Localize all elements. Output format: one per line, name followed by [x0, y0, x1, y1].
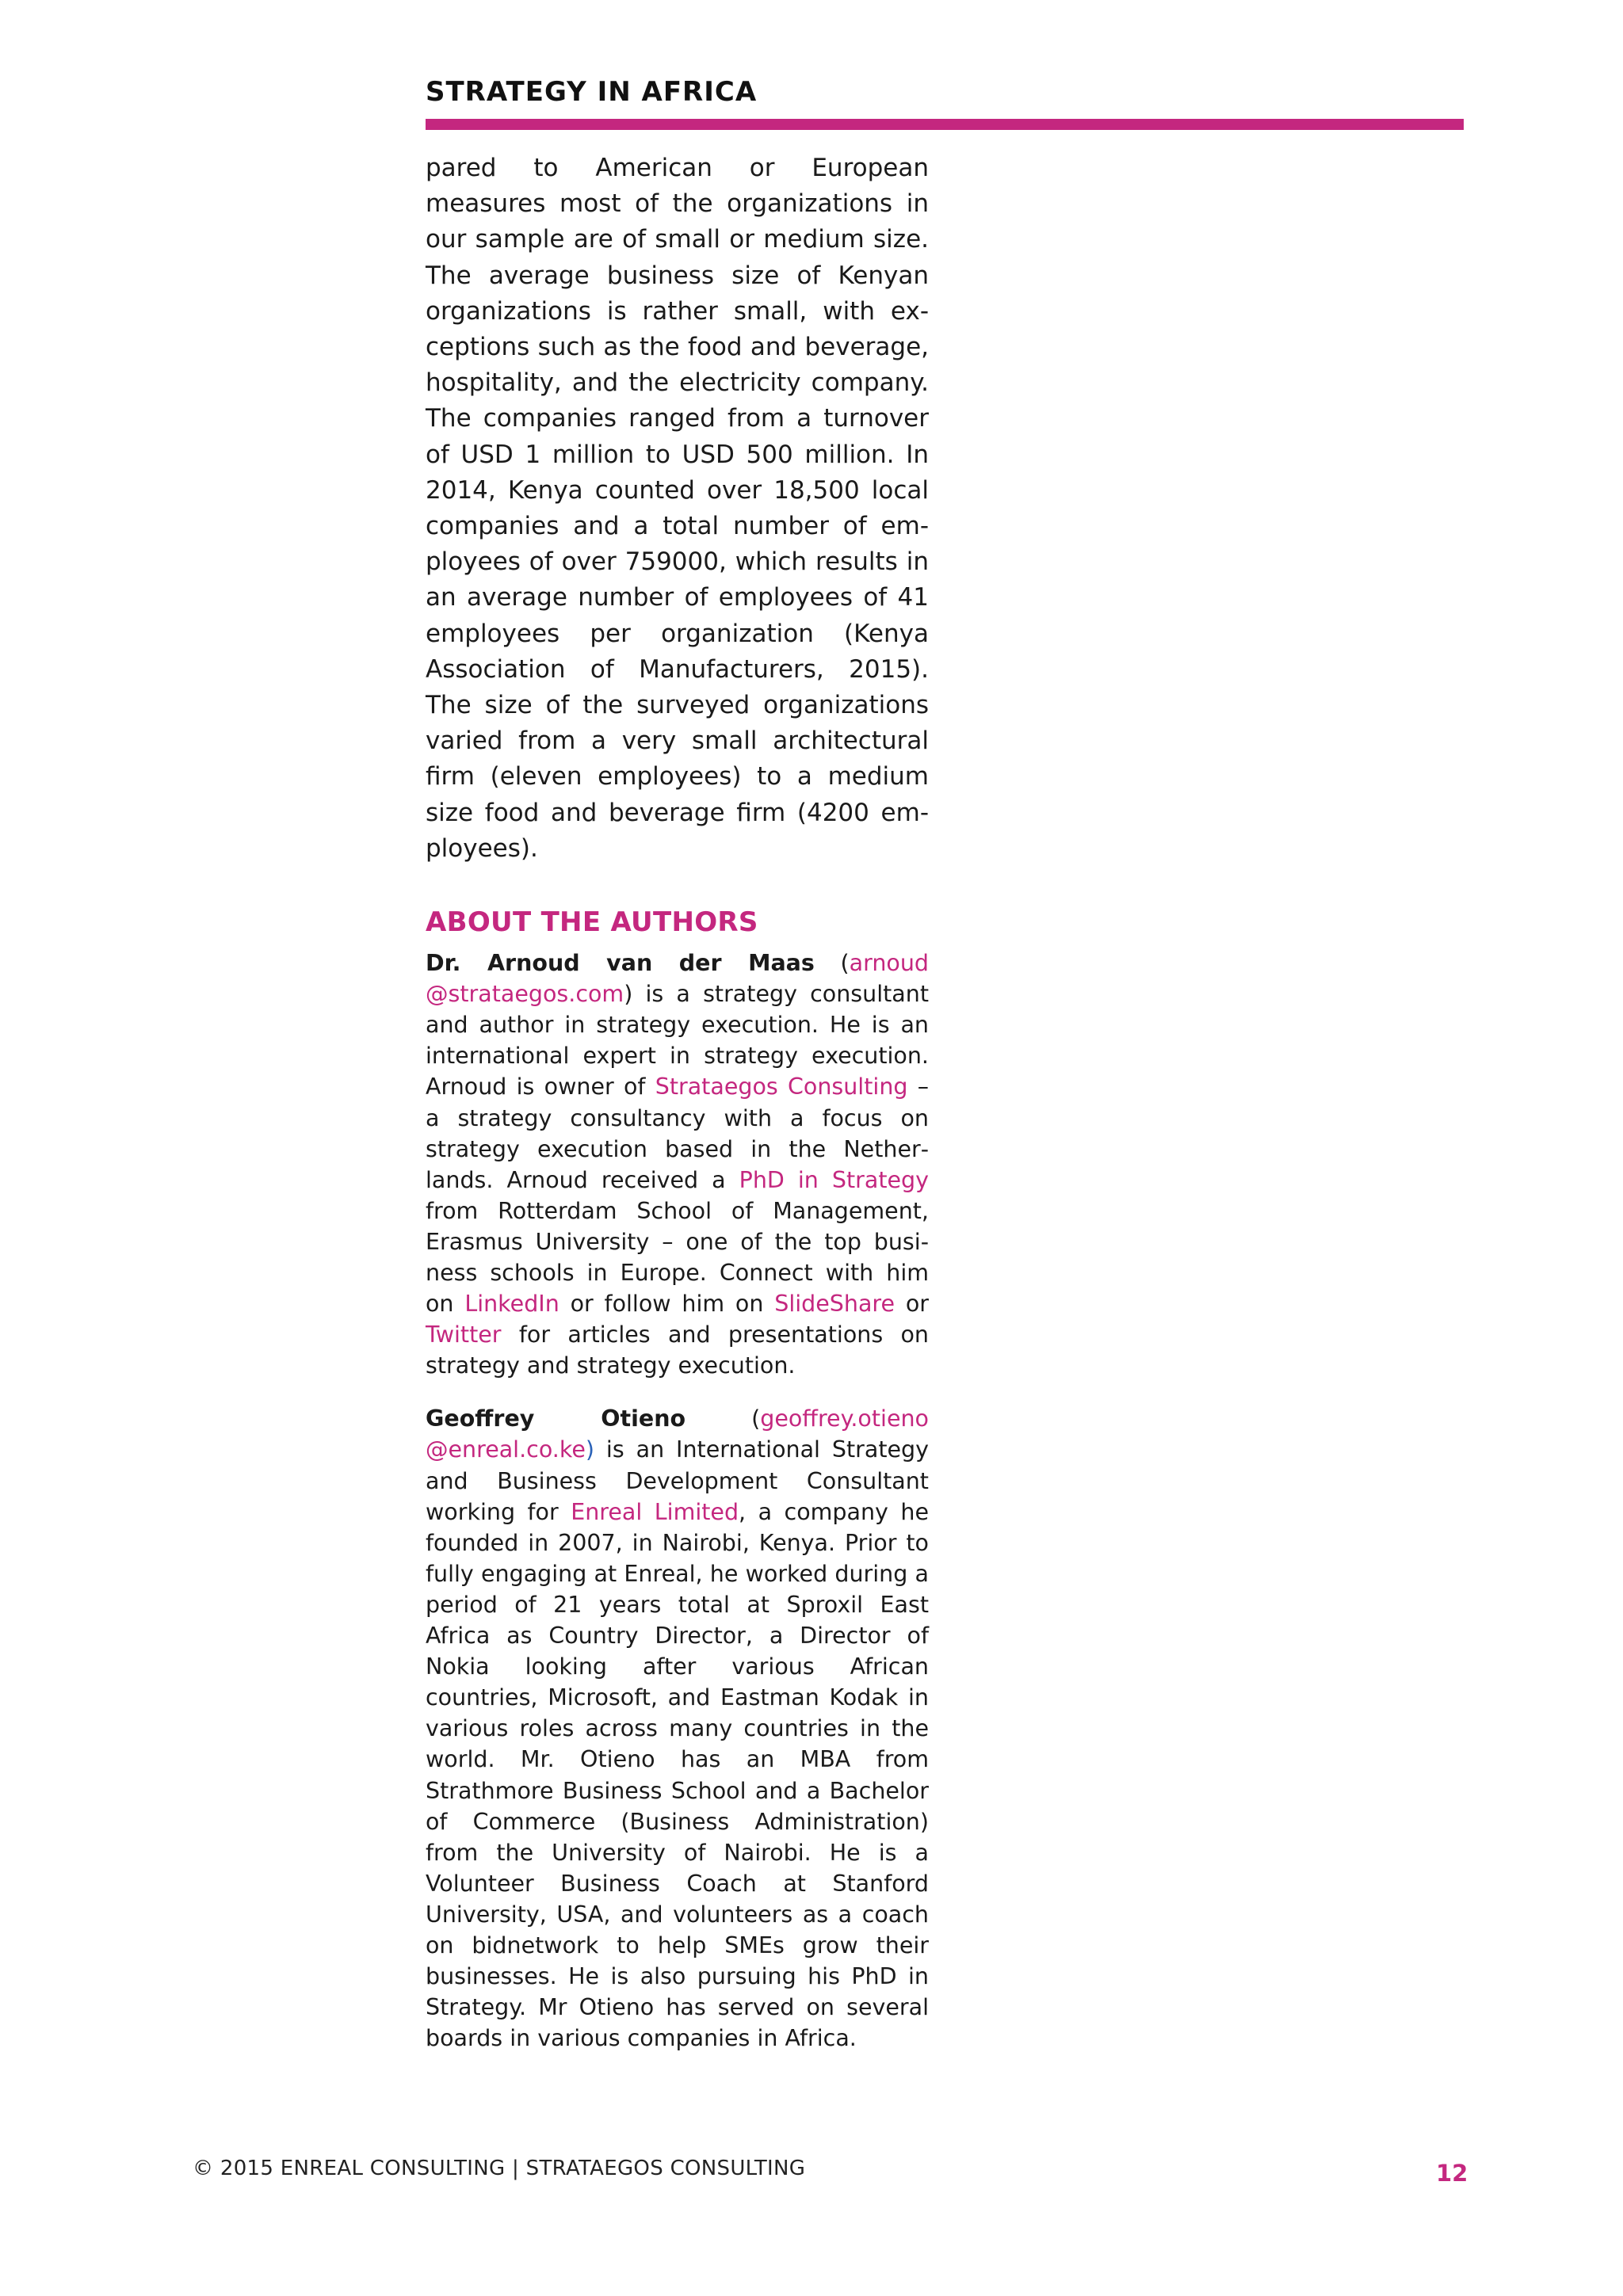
author-name: Geoffrey Otieno: [426, 1405, 686, 1432]
bio-text: (: [814, 950, 850, 977]
bio-text: or follow him on: [559, 1291, 775, 1318]
author-bio-geoffrey: [426, 1403, 929, 2054]
running-header-title: STRATEGY IN AFRICA: [426, 76, 758, 108]
bio-text: is an International Strategy and Business Development Consultant working for: [426, 1436, 929, 1525]
bio-text: for articles and presentations on strategy and strategy execution.: [426, 1322, 929, 1379]
bio-text: ): [585, 1436, 594, 1463]
text-column: [426, 151, 929, 2054]
author-name: Dr. Arnoud van der Maas: [426, 950, 815, 977]
bio-text: ) is a strategy consultant and author in strategy execution. He is an international expert in strategy execution. Arnoud is owner of: [426, 981, 929, 1100]
company-link[interactable]: Strataegos Consulting: [655, 1074, 908, 1100]
bio-text: , a company he founded in 2007, in Nairobi, Kenya. Prior to fully engaging at Enreal, he worked during a period of 21 years total at Sproxil East Africa as Country Director, a Director of Nokia looking after various African countries, Microsoft, and Eastman Kodak in various roles across many countries in the world. Mr. Otieno has an MBA from Strathmore Business School and a Bachelor of Commerce (Business Administration) from the University of Nairobi. He is a Volunteer Business Coach at Stanford University, USA, and volunteers as a coach on bidnetwork to help SMEs grow their businesses. He is also pursuing his PhD in Strategy. Mr Otieno has served on several boards in various companies in Africa.: [426, 1498, 929, 2052]
company-link[interactable]: Enreal Limited: [571, 1498, 739, 1525]
footer-copyright: © 2015 ENREAL CONSULTING | STRATAEGOS CONSULTING: [193, 2157, 806, 2180]
header-rule: [426, 119, 1464, 130]
linkedin-link[interactable]: LinkedIn: [464, 1291, 559, 1318]
slideshare-link[interactable]: SlideShare: [774, 1291, 896, 1318]
author-bio-arnoud: [426, 948, 929, 1381]
phd-link[interactable]: PhD in Strategy: [739, 1166, 929, 1193]
email-link[interactable]: geoffrey.otieno @enreal.co.ke: [426, 1405, 929, 1463]
email-link[interactable]: arnoud @strataegos.com: [426, 950, 929, 1008]
bio-text: – a strategy consultancy with a focus on strategy execution based in the Netherlands. Arnoud received a: [426, 1074, 929, 1193]
about-authors-heading: ABOUT THE AUTHORS: [426, 906, 758, 939]
bio-text: (: [685, 1405, 761, 1432]
page-number: 12: [1436, 2160, 1468, 2187]
twitter-link[interactable]: Twitter: [426, 1322, 502, 1348]
intro-paragraph: pared to American or European measures most of the organizations in our sample are of small or medium size. The average business size of Kenyan organizations is rather small, with exceptions such as the food and beverage, hospitality, and the electricity company. The companies ranged from a turnover of USD 1 million to USD 500 million. In 2014, Kenya counted over 18,500 local companies and a total number of employees of over 759000, which results in an average number of employees of 41 employees per organization (Kenya Association of Manufacturers, 2015). The size of the surveyed organizations varied from a very small architectural firm (eleven employees) to a medium size food and beverage firm (4200 employees).: [426, 154, 929, 863]
bio-text: or: [895, 1291, 930, 1318]
bio-text: from Rotterdam School of Management, Erasmus University – one of the top business schools in Europe. Connect with him on: [426, 1197, 929, 1318]
